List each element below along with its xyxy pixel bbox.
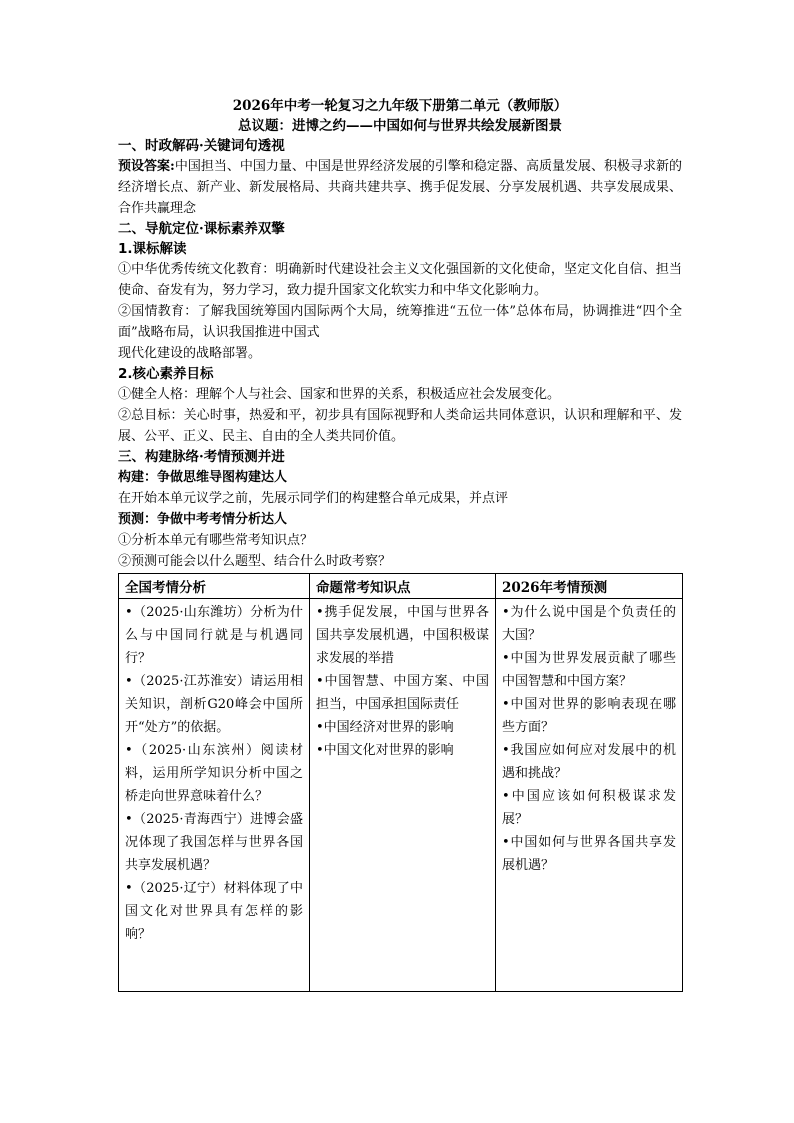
section1-answer-lead: 预设答案: (118, 159, 175, 174)
predict-lead (118, 509, 682, 530)
list-item: •我国应如何应对发展中的机遇和挑战？ (502, 743, 676, 781)
list-item: •中国应该如何积极谋求发展？ (502, 789, 676, 827)
list-item: •（2025·江苏淮安）请运用相关知识，剖析G20峰会中国所开“处方”的依据。 (125, 674, 303, 735)
section2-sub2: 2.核心素养目标 (118, 366, 214, 382)
national-analysis-cell (119, 599, 310, 992)
list-item: •（2025·青海西宁）进博会盛况体现了我国怎样与世界各国共享发展机遇？ (125, 812, 303, 873)
list-item: •（2025·山东潍坊）分析为什么与中国同行就是与机遇同行？ (125, 605, 303, 666)
build-text: 在开始本单元议学之前，先展示同学们的构建整合单元成果，并点评 (118, 491, 509, 506)
build-lead (118, 467, 682, 488)
list-item: •中国经济对世界的影响 (316, 720, 454, 735)
document-title: 2026年中考一轮复习之九年级下册第二单元（教师版） (232, 98, 568, 114)
question-2: ②预测可能会以什么题型、结合什么时政考察？ (118, 554, 392, 569)
section2-p2b: 现代化建设的战略部署。 (118, 346, 262, 361)
analysis-table (118, 573, 683, 992)
document-page (118, 96, 682, 992)
section1-heading: 一、时政解码·关键词句透视 (118, 138, 285, 154)
prediction-cell (496, 599, 683, 992)
section2-p1: ①中华优秀传统文化教育：明确新时代建设社会主义文化强国新的文化使命，坚定文化自信、担当使命、奋发有为，努力学习，致力提升国家文化软实力和中华文化影响力。 (118, 262, 682, 298)
list-item: •携手促发展，中国与世界各国共享发展机遇，中国积极谋求发展的举措 (316, 605, 489, 666)
list-item: •中国文化对世界的影响 (316, 743, 454, 758)
list-item: •中国对世界的影响表现在哪些方面？ (502, 697, 676, 735)
section2-sub1: 1.课标解读 (118, 241, 187, 257)
section2-g2: ②总目标：关心时事，热爱和平，初步具有国际视野和人类命运共同体意识，认识和理解和平、发展、公平、正义、民主、自由的全人类共同价值。 (118, 408, 682, 444)
question-1: ①分析本单元有哪些常考知识点？ (118, 533, 314, 548)
list-item: •（2025·辽宁）材料体现了中国文化对世界具有怎样的影响？ (125, 881, 303, 942)
list-item: •中国如何与世界各国共享发展机遇？ (502, 835, 676, 873)
list-item: •为什么说中国是个负责任的大国？ (502, 605, 676, 643)
section2-g1: ①健全人格：理解个人与社会、国家和世界的关系，积极适应社会发展变化。 (118, 387, 561, 402)
list-item: •中国智慧、中国方案、中国担当，中国承担国际责任 (316, 674, 489, 712)
header-knowledge-points: 命题常考知识点 (310, 574, 496, 599)
document-subtitle: 总议题：进博之约——中国如何与世界共绘发展新图景 (238, 118, 562, 134)
section1-answer (118, 156, 682, 219)
header-national-analysis: 全国考情分析 (119, 574, 310, 599)
table-row (119, 599, 683, 992)
list-item: •中国为世界发展贡献了哪些中国智慧和中国方案？ (502, 651, 676, 689)
section2-heading: 二、导航定位·课标素养双擎 (118, 221, 285, 237)
table-header-row (119, 574, 683, 599)
section2-p2a: ②国情教育：了解我国统筹国内国际两个大局，统筹推进“五位一体”总体布局，协调推进“四个全面”战略布局，认识我国推进中国式 (118, 304, 682, 340)
build-lead-text: 构建：争做思维导图构建达人 (118, 470, 288, 485)
list-item: •（2025·山东滨州）阅读材料，运用所学知识分析中国之桥走向世界意味着什么？ (125, 743, 303, 804)
section1-answer-text: 中国担当、中国力量、中国是世界经济发展的引擎和稳定器、高质量发展、积极寻求新的经济增长点、新产业、新发展格局、共商共建共享、携手促发展、分享发展机遇、共享发展成果、合作共赢理念 (118, 159, 682, 216)
predict-lead-text: 预测：争做中考考情分析达人 (118, 512, 288, 527)
header-2026-prediction: 2026年考情预测 (496, 574, 683, 599)
knowledge-points-cell (310, 599, 496, 992)
section3-heading: 三、构建脉络·考情预测并进 (118, 449, 285, 465)
